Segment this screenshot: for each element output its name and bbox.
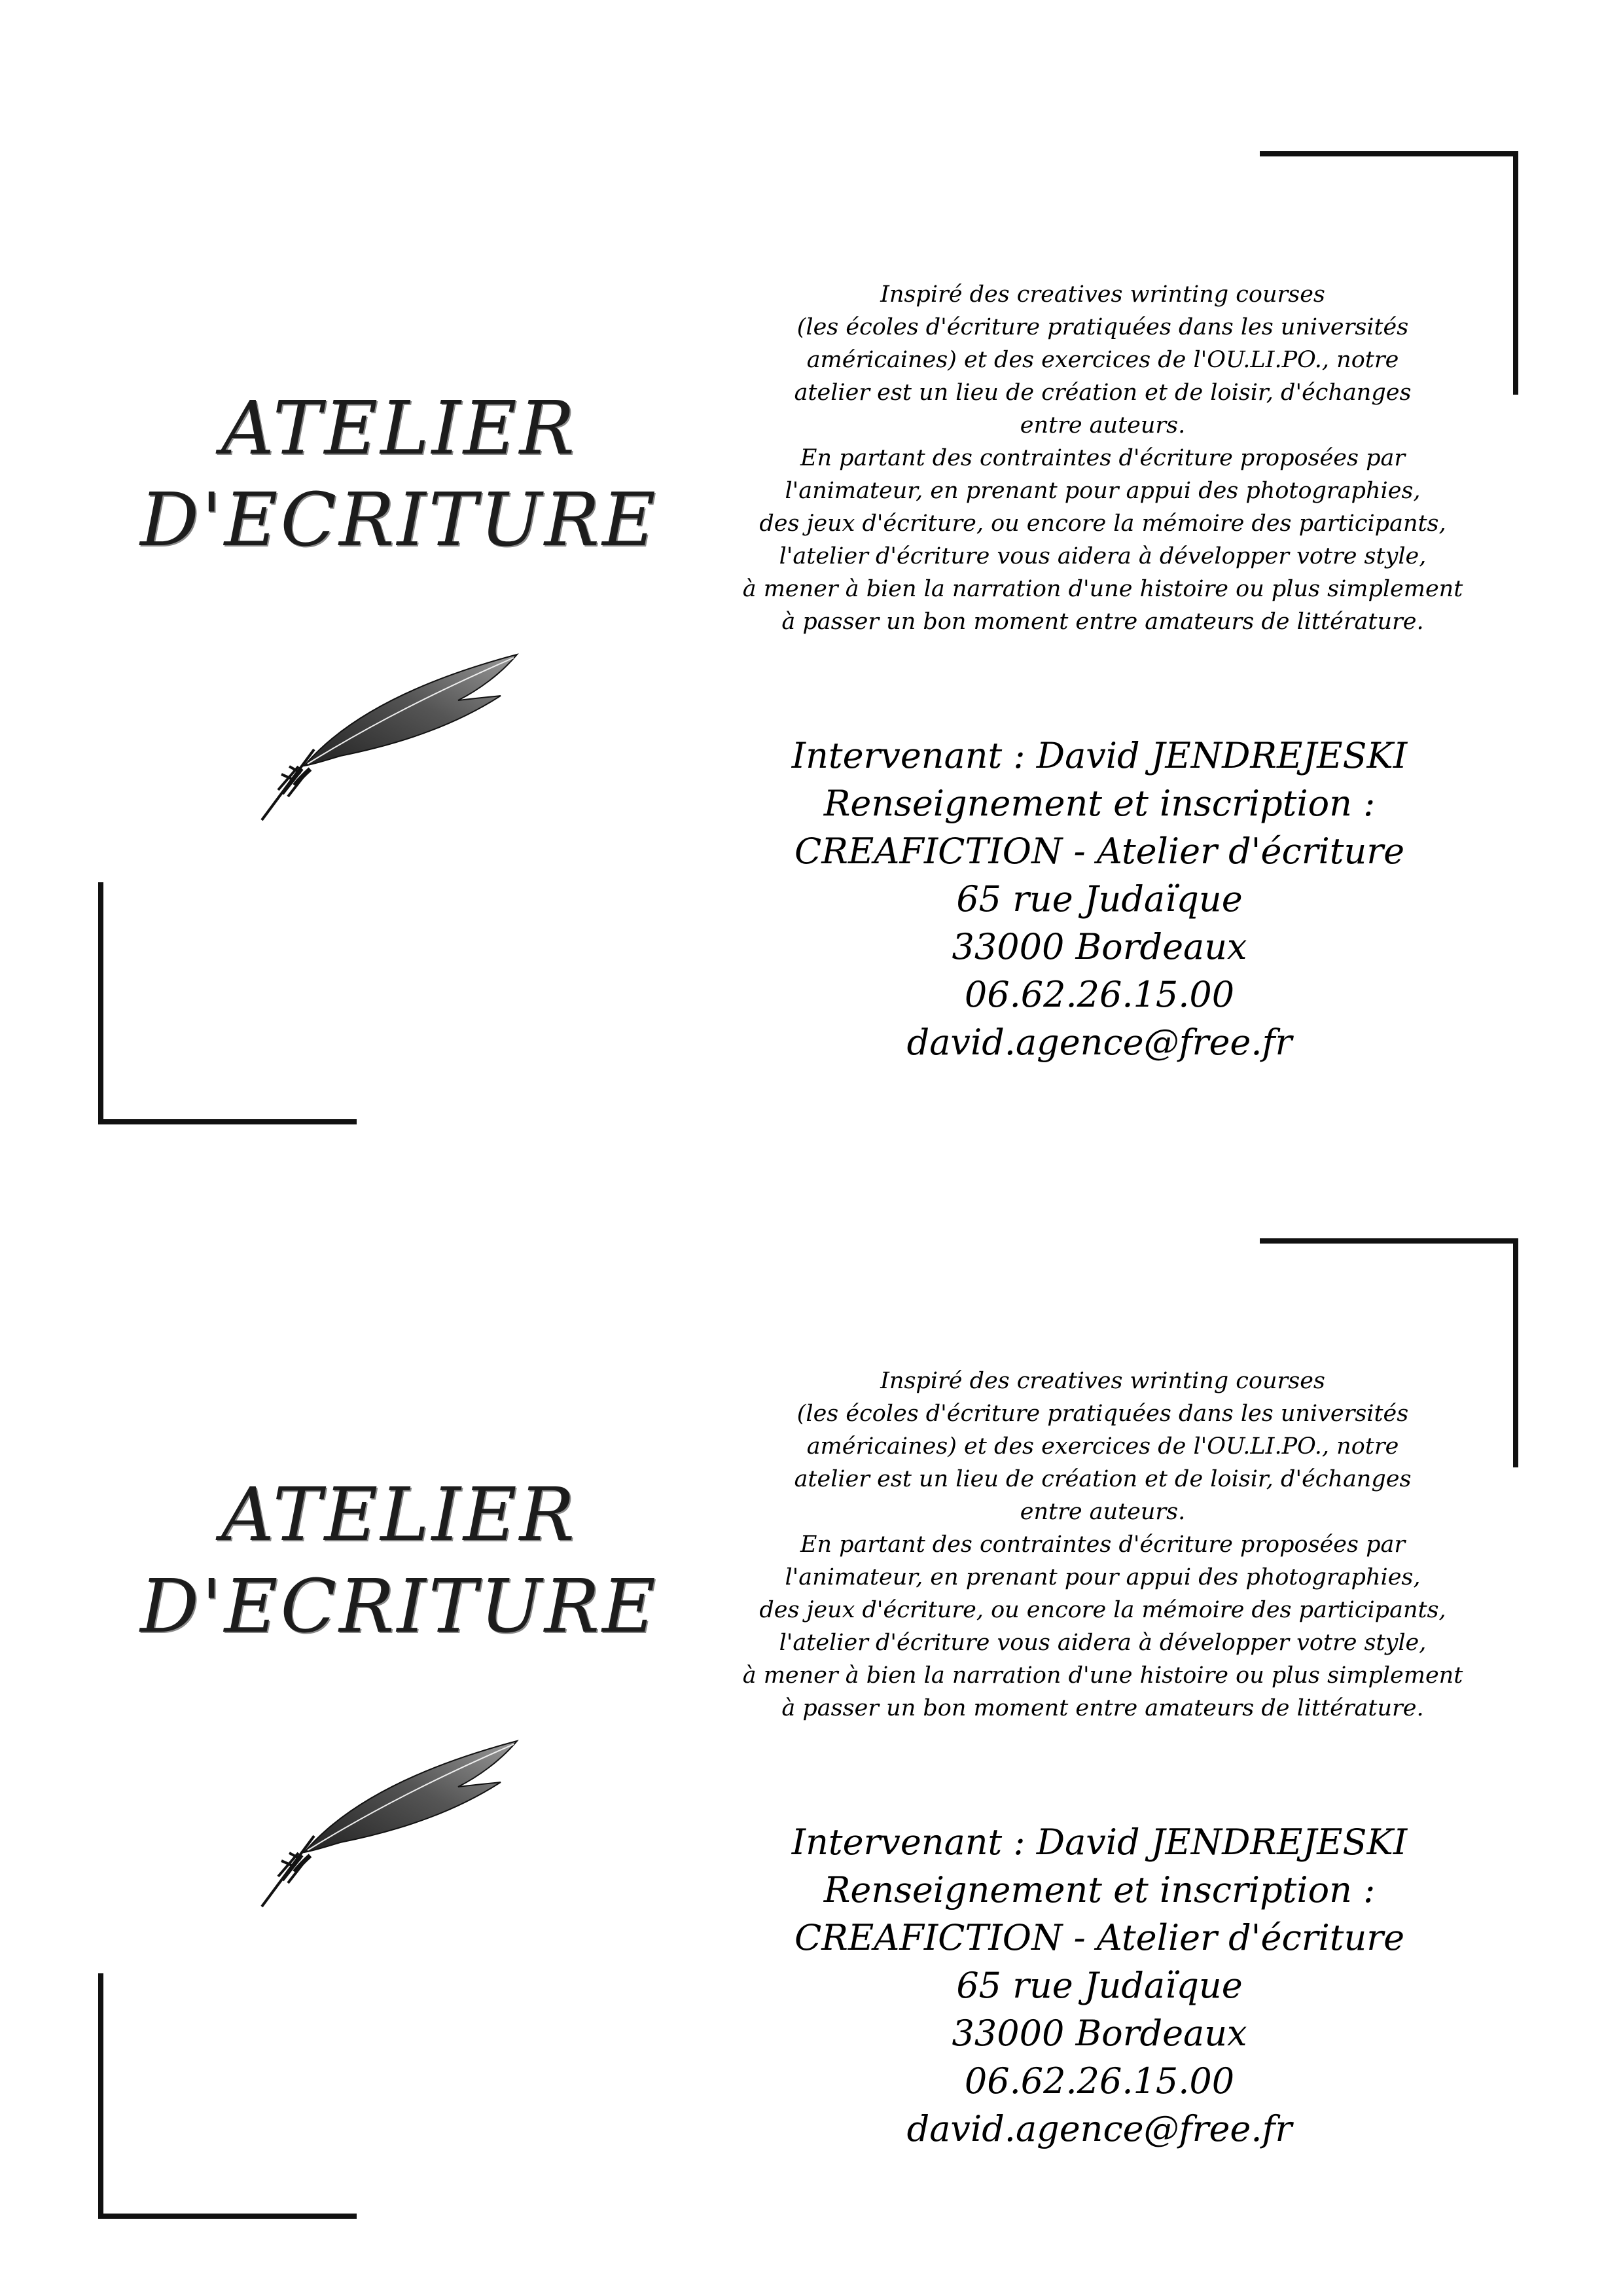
- description-line: (les écoles d'écriture pratiquées dans les universités: [796, 1401, 1409, 1427]
- organization: CREAFICTION - Atelier d'écriture: [794, 1917, 1405, 1958]
- description-line: américaines) et des exercices de l'OU.LI.PO., notre: [806, 347, 1399, 373]
- phone-number: 06.62.26.15.00: [964, 2060, 1235, 2102]
- description-line: l'atelier d'écriture vous aidera à développer votre style,: [779, 1630, 1427, 1656]
- organization: CREAFICTION - Atelier d'écriture: [794, 831, 1405, 872]
- quill-feather-icon: [242, 645, 530, 834]
- description-line: atelier est un lieu de création et de loisir, d'échanges: [794, 1466, 1412, 1492]
- contact-block: [707, 732, 1492, 1066]
- speaker: Intervenant : David JENDREJESKI: [791, 1821, 1408, 1863]
- flyer-bottom: [0, 1086, 1623, 2166]
- corner-frame-top-right: [1260, 151, 1518, 156]
- flyer-top: [0, 0, 1623, 1080]
- description-line: américaines) et des exercices de l'OU.LI.PO., notre: [806, 1433, 1399, 1460]
- description-line: Inspiré des creatives wrinting courses: [880, 281, 1325, 308]
- title-line: D'ECRITURE: [140, 1564, 658, 1649]
- speaker: Intervenant : David JENDREJESKI: [791, 735, 1408, 776]
- city: 33000 Bordeaux: [952, 926, 1247, 967]
- description-line: l'atelier d'écriture vous aidera à développer votre style,: [779, 543, 1427, 569]
- corner-frame-bottom-left: [98, 2214, 357, 2219]
- description-line: En partant des contraintes d'écriture proposées par: [800, 445, 1406, 471]
- email-address: david.agence@free.fr: [906, 1022, 1293, 1063]
- contact-block: [707, 1818, 1492, 2153]
- phone-number: 06.62.26.15.00: [964, 974, 1235, 1015]
- corner-frame-top-right-vertical: [1513, 151, 1518, 395]
- description-line: à passer un bon moment entre amateurs de littérature.: [781, 609, 1424, 635]
- workshop-description: [726, 278, 1479, 638]
- title-line: D'ECRITURE: [140, 478, 658, 563]
- title-line: ATELIER: [221, 1473, 577, 1558]
- description-line: à mener à bien la narration d'une histoire ou plus simplement: [742, 576, 1463, 602]
- flyer-title: [105, 383, 694, 566]
- flyer-title: [105, 1469, 694, 1653]
- description-line: (les écoles d'écriture pratiquées dans les universités: [796, 314, 1409, 340]
- street-address: 65 rue Judaïque: [956, 878, 1243, 920]
- description-line: entre auteurs.: [1020, 1499, 1186, 1525]
- info-heading: Renseignement et inscription :: [823, 1869, 1376, 1910]
- description-line: l'animateur, en prenant pour appui des photographies,: [785, 478, 1421, 504]
- workshop-description: [726, 1365, 1479, 1725]
- corner-frame-top-right-vertical: [1513, 1238, 1518, 1467]
- email-address: david.agence@free.fr: [906, 2108, 1293, 2149]
- description-line: à mener à bien la narration d'une histoire ou plus simplement: [742, 1662, 1463, 1689]
- description-line: entre auteurs.: [1020, 412, 1186, 439]
- description-line: des jeux d'écriture, ou encore la mémoire des participants,: [759, 511, 1446, 537]
- title-line: ATELIER: [221, 386, 577, 471]
- info-heading: Renseignement et inscription :: [823, 783, 1376, 824]
- quill-feather-icon: [242, 1731, 530, 1921]
- street-address: 65 rue Judaïque: [956, 1965, 1243, 2006]
- description-line: l'animateur, en prenant pour appui des photographies,: [785, 1564, 1421, 1590]
- description-line: atelier est un lieu de création et de loisir, d'échanges: [794, 380, 1412, 406]
- description-line: Inspiré des creatives wrinting courses: [880, 1368, 1325, 1394]
- description-line: à passer un bon moment entre amateurs de littérature.: [781, 1695, 1424, 1721]
- description-line: des jeux d'écriture, ou encore la mémoire des participants,: [759, 1597, 1446, 1623]
- description-line: En partant des contraintes d'écriture proposées par: [800, 1532, 1406, 1558]
- city: 33000 Bordeaux: [952, 2013, 1247, 2054]
- corner-frame-bottom-left-vertical: [98, 1973, 103, 2219]
- corner-frame-top-right: [1260, 1238, 1518, 1244]
